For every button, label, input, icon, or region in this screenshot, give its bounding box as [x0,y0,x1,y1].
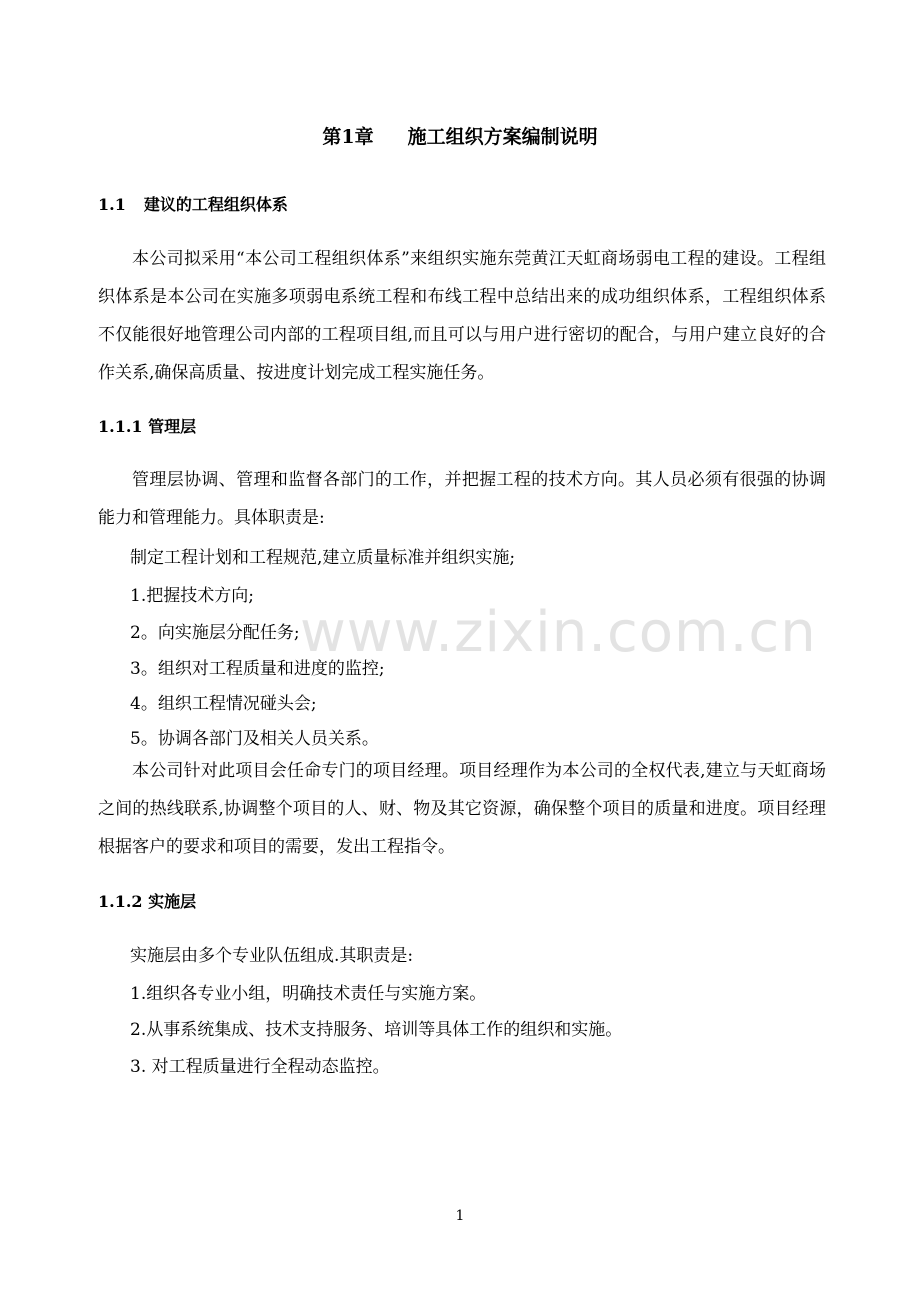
list-item: 制定工程计划和工程规范,建立质量标准并组织实施; [130,548,516,568]
list-item: 3. 对工程质量进行全程动态监控。 [130,1057,390,1077]
list-item: 4。组织工程情况碰头会; [130,694,317,714]
section-title: 建议的工程组织体系 [143,195,288,214]
list-item: 2.从事系统集成、技术支持服务、培训等具体工作的组织和实施。 [130,1020,623,1040]
page-number: 1 [455,1208,465,1224]
chapter-title [0,122,920,149]
section-number: 1.1 [98,195,126,214]
list-item: 1.组织各专业小组，明确技术责任与实施方案。 [130,984,487,1004]
management-intro-paragraph: 管理层协调、管理和监督各部门的工作，并把握工程的技术方向。其人员必须有很强的协调能力和管理能力。具体职责是: [98,470,826,528]
list-item: 5。协调各部门及相关人员关系。 [130,729,379,749]
section-heading-1-1 [98,192,288,215]
project-manager-paragraph: 本公司针对此项目会任命专门的项目经理。项目经理作为本公司的全权代表,建立与天虹商场之间的热线联系,协调整个项目的人、财、物及其它资源，确保整个项目的质量和进度。项目经理根据客户的要求和项目的需要，发出工程指令。 [98,761,826,857]
section-heading-1-1-2: 1.1.2 实施层 [98,892,197,911]
chapter-number: 第1章 [322,126,374,148]
implementation-intro: 实施层由多个专业队伍组成.其职责是: [130,946,414,966]
list-item: 1.把握技术方向; [130,586,254,606]
section-heading-1-1-1: 1.1.1 管理层 [98,417,197,436]
chapter-title-text: 施工组织方案编制说明 [407,126,598,148]
watermark: www.zixin.com.cn [300,600,817,665]
list-item: 3。组织对工程质量和进度的监控; [130,659,385,679]
section-1-1-paragraph: 本公司拟采用“本公司工程组织体系”来组织实施东莞黄江天虹商场弱电工程的建设。工程组织体系是本公司在实施多项弱电系统工程和布线工程中总结出来的成功组织体系，工程组织体系不仅能很好地管理公司内部的工程项目组,而且可以与用户进行密切的配合，与用户建立良好的合作关系,确保高质量、按进度计划完成工程实施任务。 [98,249,826,383]
list-item: 2。向实施层分配任务; [130,623,300,643]
